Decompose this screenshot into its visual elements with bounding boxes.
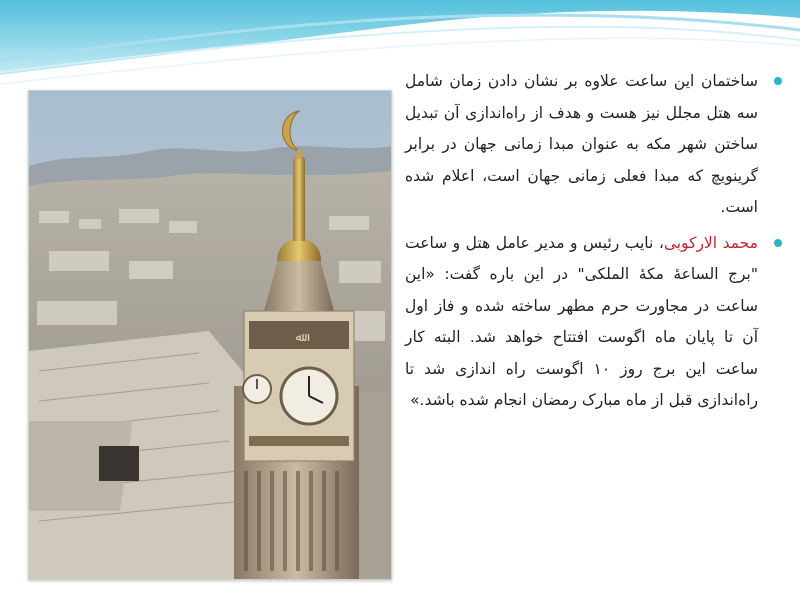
bullet-paragraph-2 [405, 228, 760, 417]
paragraph-text: ساختمان این ساعت علاوه بر نشان دادن زمان شامل سه هتل مجلل نیز هست و هدف از راه‌اندازی آن تبدیل ساختن شهر مکه به عنوان مبدا زمانی جهان در برابر گرینویچ که مبدا فعلی زمانی جهان است، اعلام شده است. [405, 72, 758, 216]
bullet-paragraph-1 [405, 66, 760, 224]
paragraph-text: ، نایب رئیس و مدیر عامل هتل و ساعت "برج الساعهٔ مکهٔ الملکی" در این باره گفت: «این ساعت در مجاورت حرم مطهر ساخته شده و فاز اول آن تا پایان ماه اگوست افتتاح خواهد شد. البته کار ساعت این برج روز ۱۰ اگوست راه اندازی شد تا راه‌اندازی قبل از ماه مبارک رمضان انجام شده باشد.» [405, 233, 758, 409]
svg-text:ﷲ: ﷲ [295, 330, 303, 344]
clock-tower-photo [28, 90, 392, 580]
slide-text [405, 66, 760, 421]
bullet-icon [774, 77, 782, 85]
person-name: محمد الارکوبی [663, 233, 758, 252]
bullet-icon [774, 239, 782, 247]
mecca-clock-tower-icon [29, 91, 391, 579]
